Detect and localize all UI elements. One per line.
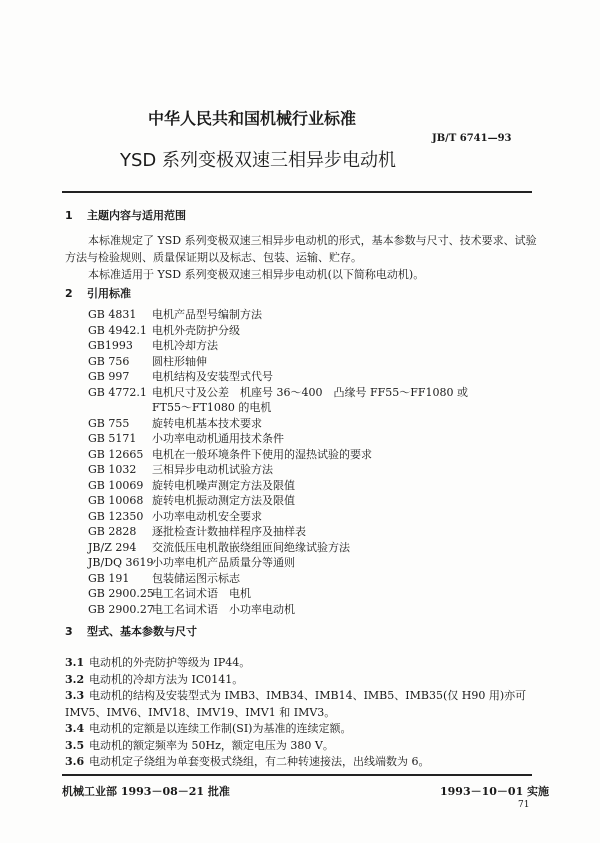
section-3-heading — [65, 623, 197, 639]
reference-title: 包装储运图示标志 — [152, 571, 240, 585]
reference-code: GB 10068 — [88, 494, 144, 507]
reference-code: GB 4831 — [88, 308, 137, 321]
clause-number: 3.4 — [65, 722, 85, 735]
reference-title: 逐批检查计数抽样程序及抽样表 — [152, 525, 306, 538]
document-title: YSD 系列变极双速三相异步电动机 — [120, 150, 397, 171]
reference-code: GB 12665 — [88, 447, 144, 461]
section-2-heading — [65, 285, 131, 301]
approval-date: 机械工业部 1993－08－21 批准 — [62, 785, 230, 798]
clause-text: 电动机的额定频率为 50Hz，额定电压为 380 V。 — [89, 738, 334, 752]
footer-divider — [62, 774, 532, 776]
section-title: 引用标准 — [87, 287, 131, 300]
clause-text: 电动机的外壳防护等级为 IP44。 — [89, 656, 251, 669]
clause-number: 3.1 — [65, 656, 85, 669]
clause — [65, 672, 537, 689]
reference-title: 旋转电机振动测定方法及限值 — [152, 494, 295, 507]
paragraph: 本标准适用于 YSD 系列变极双速三相异步电动机(以下简称电动机)。 — [88, 268, 425, 281]
clause-number: 3.5 — [65, 738, 85, 752]
clause — [65, 738, 537, 755]
clause-number: 3.2 — [65, 672, 85, 686]
reference-title: 电机冷却方法 — [152, 339, 218, 352]
reference-title: 小功率电动机通用技术条件 — [152, 432, 284, 445]
reference-title: 旋转电机基本技术要求 — [152, 416, 262, 430]
clause-list — [65, 655, 537, 771]
reference-item — [88, 602, 472, 618]
reference-title: 电机尺寸及公差 机座号 36～400 凸缘号 FF55～FF1080 或 FT55～FT1080 的电机 — [152, 385, 469, 414]
reference-item — [88, 354, 472, 370]
section-number: 1 — [65, 209, 73, 222]
reference-item — [88, 307, 472, 323]
standard-code: JB/T 6741—93 — [432, 133, 512, 144]
reference-code: GB 756 — [88, 354, 130, 368]
clause — [65, 754, 537, 771]
reference-item — [88, 509, 472, 525]
clause — [65, 721, 537, 738]
reference-title: 交流低压电机散嵌绕组匝间绝缘试验方法 — [152, 540, 350, 554]
reference-item — [88, 385, 472, 416]
clause — [65, 655, 537, 672]
reference-item — [88, 369, 472, 385]
section-title: 型式、基本参数与尺寸 — [87, 625, 197, 638]
header-divider — [62, 191, 532, 193]
reference-code: GB 1032 — [88, 463, 137, 476]
reference-title: 小功率电机产品质量分等通则 — [152, 556, 295, 569]
reference-code: GB 2828 — [88, 525, 137, 538]
reference-item — [88, 493, 472, 509]
reference-item — [88, 338, 472, 354]
reference-code: GB 755 — [88, 416, 130, 430]
section-title: 主题内容与适用范围 — [87, 209, 186, 222]
reference-code: GB 12350 — [88, 509, 144, 523]
effective-date: 1993－10－01 实施 — [440, 785, 550, 798]
section-1-heading — [65, 207, 186, 223]
clause-text: 电动机定子绕组为单套变极式绕组，有二种转速接法，出线端数为 6。 — [89, 755, 430, 768]
reference-code: GB1993 — [88, 339, 133, 352]
reference-code: GB 5171 — [88, 432, 137, 445]
reference-title: 电工名词术语 小功率电动机 — [152, 602, 295, 616]
reference-code: GB 4772.1 — [88, 385, 147, 399]
reference-item — [88, 416, 472, 432]
clause-number: 3.3 — [65, 689, 85, 702]
reference-code: GB 4942.1 — [88, 323, 147, 337]
reference-item — [88, 524, 472, 540]
reference-code: JB/Z 294 — [88, 540, 137, 554]
paragraph: 本标准规定了 YSD 系列变极双速三相异步电动机的形式，基本参数与尺寸、技术要求、试验方法与检验规则、质量保证期以及标志、包装、运输、贮存。 — [65, 234, 537, 264]
clause-text: 电动机的定额是以连续工作制(SI)为基准的连续定额。 — [89, 722, 352, 735]
reference-title: 电机产品型号编制方法 — [152, 308, 262, 321]
section-number: 2 — [65, 287, 73, 300]
reference-title: 电机外壳防护分级 — [152, 323, 240, 337]
reference-code: GB 2900.27 — [88, 602, 154, 616]
reference-item — [88, 540, 472, 556]
reference-item — [88, 555, 472, 571]
reference-item — [88, 586, 472, 602]
reference-list — [88, 307, 472, 617]
reference-item — [88, 447, 472, 463]
page-number: 71 — [518, 800, 530, 810]
section-number: 3 — [65, 625, 73, 638]
reference-title: 三相异步电动机试验方法 — [152, 463, 273, 476]
reference-title: 电机结构及安装型式代号 — [152, 370, 273, 383]
clause-text: 电动机的冷却方法为 IC0141。 — [89, 672, 244, 686]
clause-number: 3.6 — [65, 755, 85, 768]
reference-title: 圆柱形轴伸 — [152, 354, 207, 368]
reference-item — [88, 323, 472, 339]
clause-text: 电动机的结构及安装型式为 IMB3、IMB34、IMB14、IMB5、IMB35(仅 H90 用)亦可 IMV5、IMV6、IMV18、IMV19、IMV1 和 IMV3。 — [65, 689, 527, 719]
clause — [65, 688, 537, 721]
reference-title: 旋转电机噪声测定方法及限值 — [152, 478, 295, 492]
reference-item — [88, 571, 472, 587]
issuing-organization: 中华人民共和国机械行业标准 — [148, 109, 357, 128]
reference-item — [88, 431, 472, 447]
reference-title: 电工名词术语 电机 — [152, 587, 251, 600]
reference-title: 小功率电动机安全要求 — [152, 509, 262, 523]
reference-code: GB 997 — [88, 370, 130, 383]
reference-item — [88, 478, 472, 494]
reference-code: GB 10069 — [88, 478, 144, 492]
reference-code: GB 191 — [88, 571, 130, 585]
reference-code: GB 2900.25 — [88, 587, 154, 600]
reference-title: 电机在一般环境条件下使用的湿热试验的要求 — [152, 447, 372, 461]
reference-code: JB/DQ 3619 — [88, 556, 154, 569]
reference-item — [88, 462, 472, 478]
